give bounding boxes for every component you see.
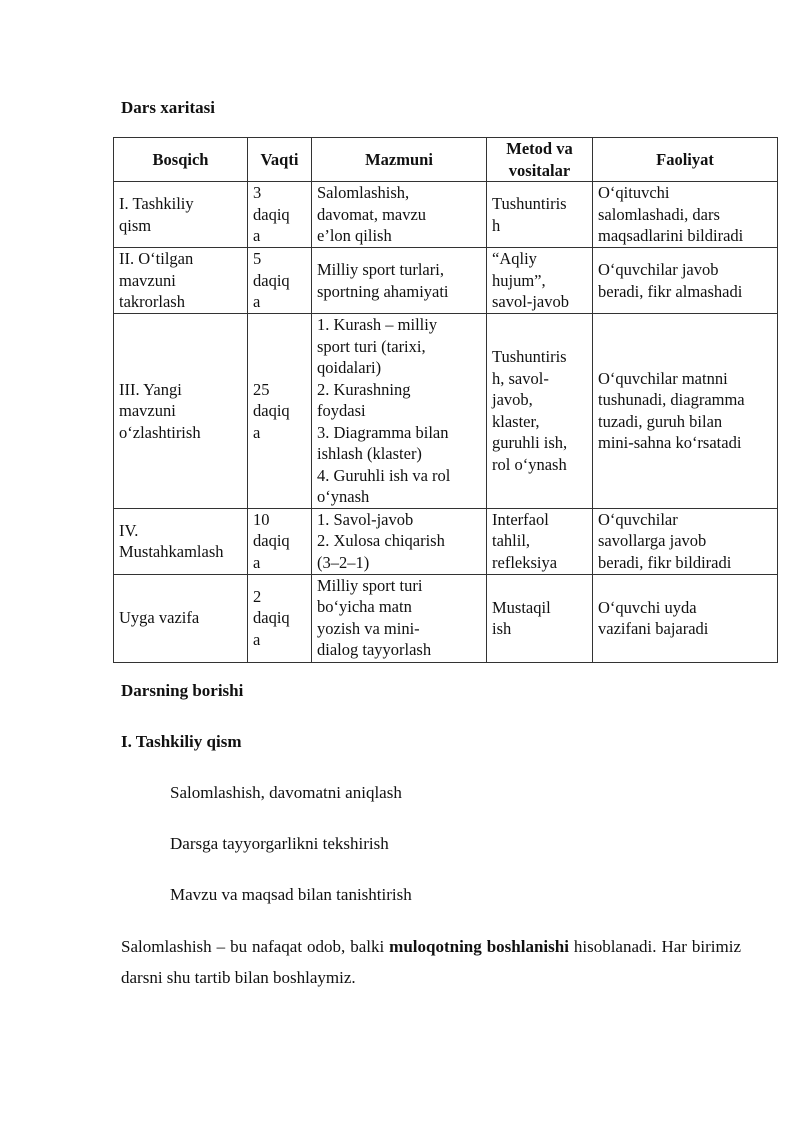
lesson-flow-heading: Darsning borishi [121, 681, 244, 700]
header-activity: Faoliyat [593, 138, 778, 182]
cell-time: 10 daqiq a [248, 508, 312, 574]
cell-time: 3 daqiq a [248, 182, 312, 248]
cell-activity: O‘quvchilar savollarga javob beradi, fikr bildiradi [593, 508, 778, 574]
cell-method: Tushuntiris h [487, 182, 593, 248]
header-method: Metod va vositalar [487, 138, 593, 182]
cell-activity: O‘qituvchi salomlashadi, dars maqsadlarini bildiradi [593, 182, 778, 248]
cell-stage: III. Yangi mavzuni o‘zlashtirish [114, 314, 248, 509]
table-header-row [114, 138, 778, 182]
paragraph-emphasis: muloqotning boshlanishi [389, 937, 569, 956]
cell-stage: II. O‘tilgan mavzuni takrorlash [114, 248, 248, 314]
list-item: Mavzu va maqsad bilan tanishtirish [170, 885, 412, 904]
list-item: Salomlashish, davomatni aniqlash [170, 783, 402, 802]
cell-content: Salomlashish, davomat, mavzu e’lon qilish [312, 182, 487, 248]
cell-stage: IV. Mustahkamlash [114, 508, 248, 574]
table-row [114, 508, 778, 574]
cell-method: “Aqliy hujum”, savol-javob [487, 248, 593, 314]
body-paragraph [121, 931, 741, 993]
table-row [114, 314, 778, 509]
cell-time: 5 daqiq a [248, 248, 312, 314]
paragraph-text: Salomlashish – bu nafaqat odob, balki [121, 937, 390, 956]
table-row [114, 248, 778, 314]
table-row [114, 574, 778, 662]
cell-content: 1. Kurash – milliy sport turi (tarixi, qoidalari) 2. Kurashning foydasi 3. Diagramma bilan ishlash (klaster) 4. Guruhli ish va rol o‘ynash [312, 314, 487, 509]
cell-content: Milliy sport turi bo‘yicha matn yozish va mini- dialog tayyorlash [312, 574, 487, 662]
header-content: Mazmuni [312, 138, 487, 182]
cell-method: Mustaqil ish [487, 574, 593, 662]
table-row [114, 182, 778, 248]
cell-time: 25 daqiq a [248, 314, 312, 509]
cell-activity: O‘quvchilar javob beradi, fikr almashadi [593, 248, 778, 314]
cell-method: Tushuntiris h, savol- javob, klaster, guruhli ish, rol o‘ynash [487, 314, 593, 509]
list-item: Darsga tayyorgarlikni tekshirish [170, 834, 389, 853]
section-heading: I. Tashkiliy qism [121, 732, 242, 751]
lesson-map-heading: Dars xaritasi [121, 98, 215, 117]
cell-activity: O‘quvchi uyda vazifani bajaradi [593, 574, 778, 662]
cell-content: Milliy sport turlari, sportning ahamiyati [312, 248, 487, 314]
cell-content: 1. Savol-javob 2. Xulosa chiqarish (3–2–1) [312, 508, 487, 574]
cell-stage: Uyga vazifa [114, 574, 248, 662]
cell-stage: I. Tashkiliy qism [114, 182, 248, 248]
cell-method: Interfaol tahlil, refleksiya [487, 508, 593, 574]
header-stage: Bosqich [114, 138, 248, 182]
lesson-map-table [113, 137, 778, 663]
cell-time: 2 daqiq a [248, 574, 312, 662]
paragraph-text: hisoblanadi. Har birimiz darsni shu tartib bilan boshlaymiz. [121, 937, 741, 987]
header-time: Vaqti [248, 138, 312, 182]
cell-activity: O‘quvchilar matnni tushunadi, diagramma tuzadi, guruh bilan mini-sahna ko‘rsatadi [593, 314, 778, 509]
